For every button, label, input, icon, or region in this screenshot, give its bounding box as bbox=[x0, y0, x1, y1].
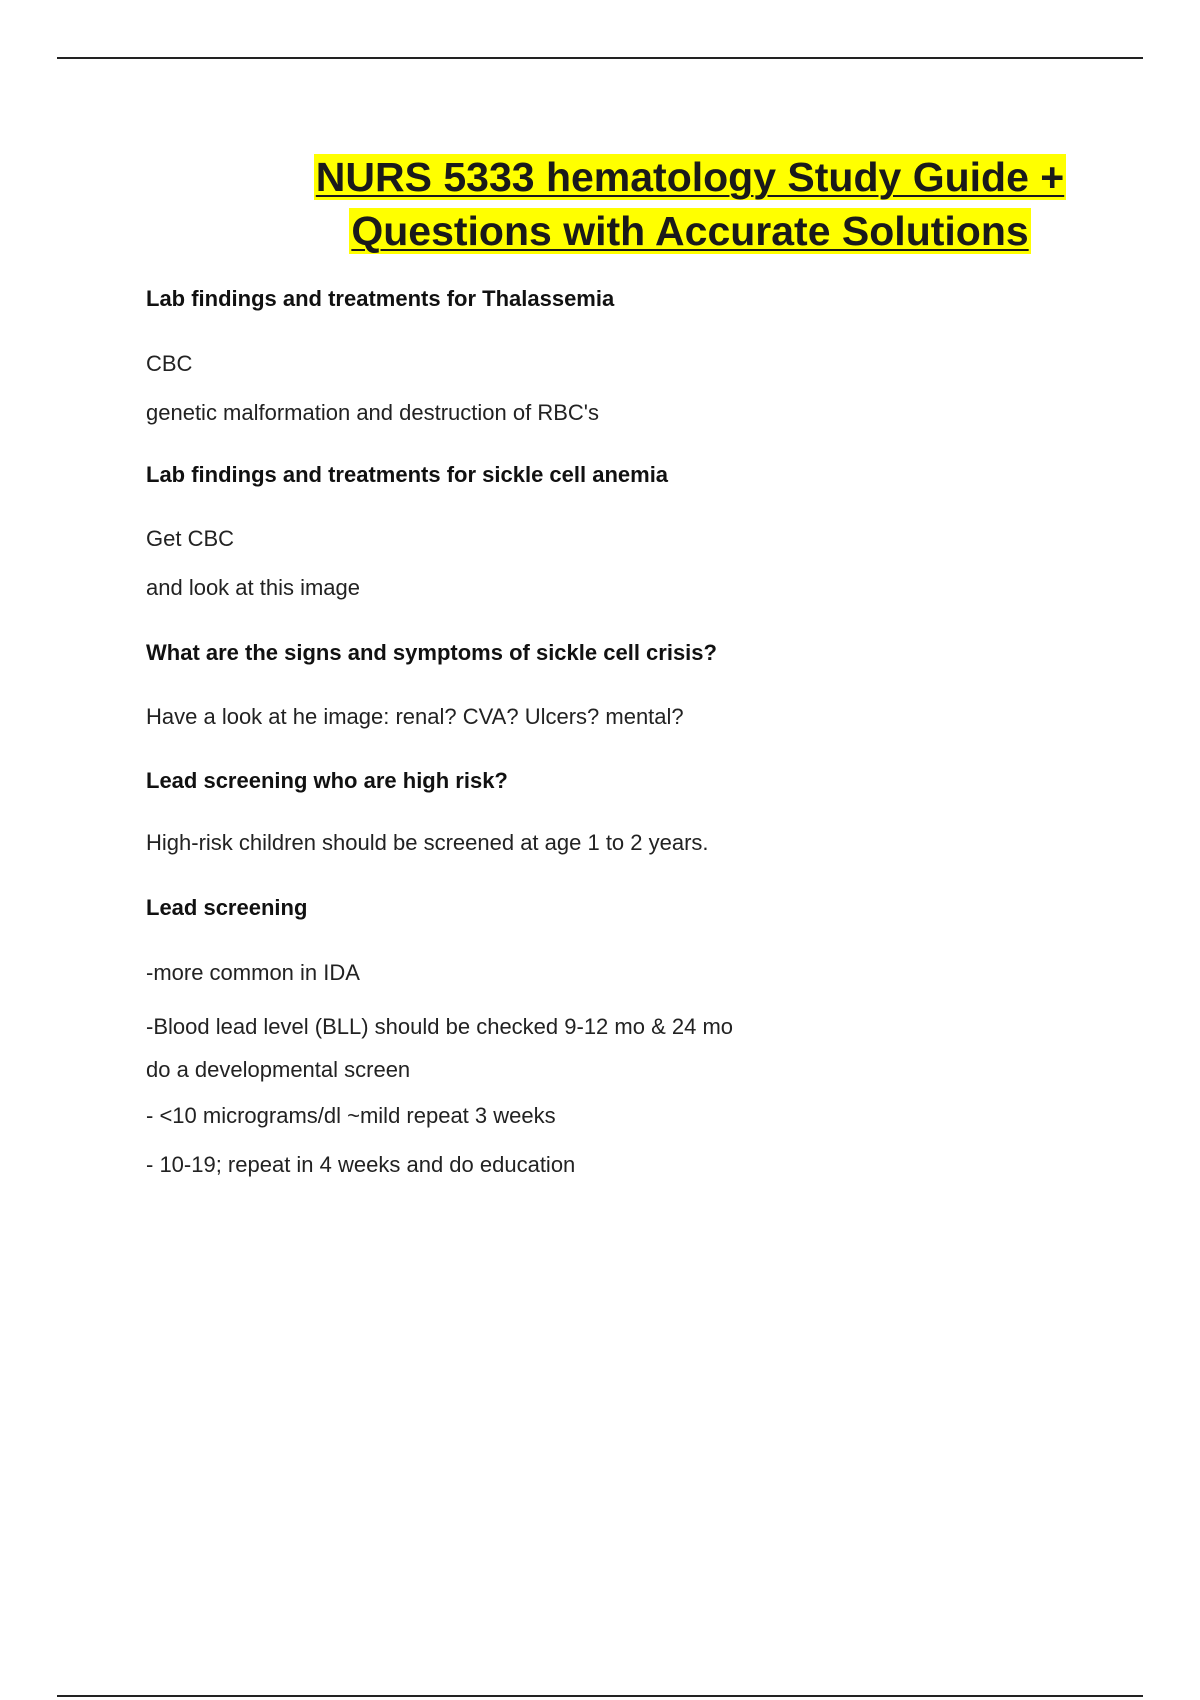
answer-line: CBC bbox=[146, 351, 193, 376]
question-sickle-cell-anemia: Lab findings and treatments for sickle cell anemia bbox=[146, 462, 669, 487]
question-lead-screening: Lead screening bbox=[146, 895, 308, 920]
answer-line: -more common in IDA bbox=[146, 960, 360, 985]
answer-line: - 10-19; repeat in 4 weeks and do education bbox=[146, 1152, 576, 1177]
top-rule bbox=[57, 57, 1143, 59]
answer-line: and look at this image bbox=[146, 575, 361, 600]
answer-line: genetic malformation and destruction of RBC's bbox=[146, 400, 599, 425]
answer-line: Have a look at he image: renal? CVA? Ulcers? mental? bbox=[146, 704, 684, 729]
question-sickle-cell-crisis: What are the signs and symptoms of sickle cell crisis? bbox=[146, 640, 717, 665]
document-title bbox=[300, 150, 1080, 258]
question-thalassemia: Lab findings and treatments for Thalassemia bbox=[146, 286, 615, 311]
bottom-rule bbox=[57, 1695, 1143, 1697]
answer-line: -Blood lead level (BLL) should be checked 9-12 mo & 24 mo bbox=[146, 1014, 734, 1039]
answer-line: - <10 micrograms/dl ~mild repeat 3 weeks bbox=[146, 1103, 556, 1128]
title-line-1: NURS 5333 hematology Study Guide + bbox=[315, 154, 1065, 200]
title-line-2: Questions with Accurate Solutions bbox=[351, 208, 1029, 254]
answer-line: Get CBC bbox=[146, 526, 235, 551]
answer-line: High-risk children should be screened at age 1 to 2 years. bbox=[146, 830, 709, 855]
answer-line: do a developmental screen bbox=[146, 1057, 411, 1082]
question-lead-high-risk: Lead screening who are high risk? bbox=[146, 768, 508, 793]
